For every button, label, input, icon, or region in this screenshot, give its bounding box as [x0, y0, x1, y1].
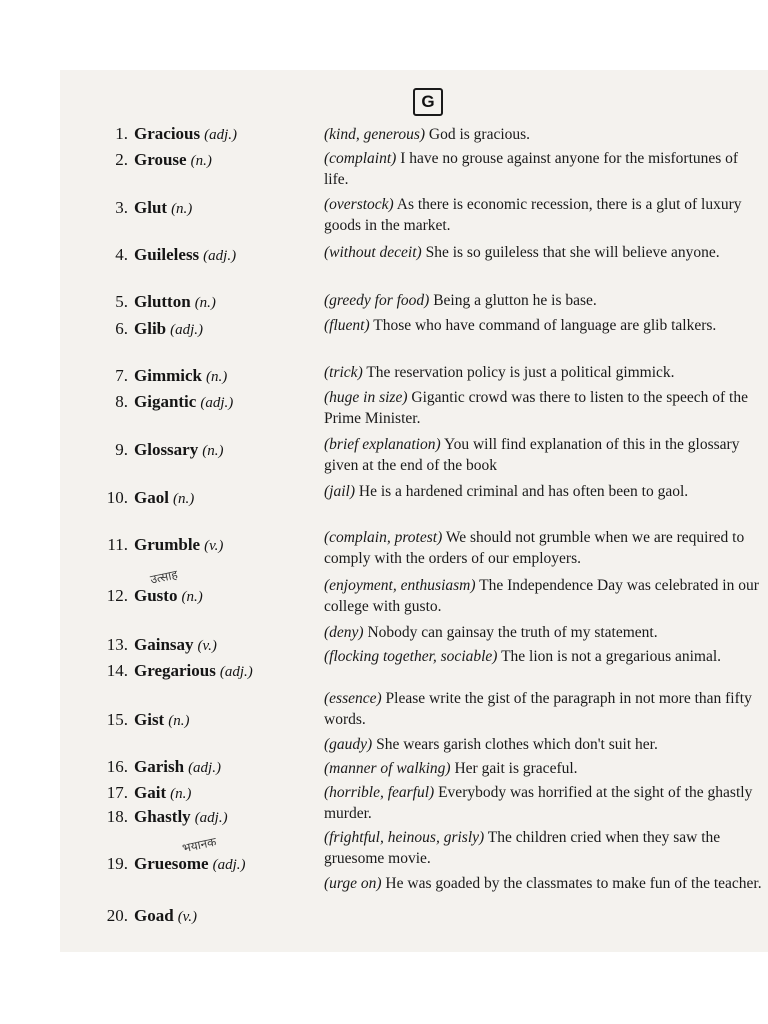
example-sentence: You will find explanation of this in the glossary given at the end of the book: [324, 436, 740, 474]
part-of-speech: (adj.): [200, 395, 234, 411]
section-letter-badge: G: [413, 88, 443, 116]
term-word: Gainsay: [134, 635, 194, 654]
definition-18: [324, 782, 762, 824]
definition-6: [324, 315, 762, 336]
meaning: (trick): [324, 364, 363, 381]
term-10: [98, 488, 194, 508]
part-of-speech: (n.): [181, 589, 203, 605]
meaning: (huge in size): [324, 389, 408, 406]
definition-1: [324, 124, 762, 145]
example-sentence: The children cried when they saw the gruesome movie.: [324, 829, 721, 867]
part-of-speech: (n.): [168, 713, 190, 729]
term-6: [98, 319, 203, 339]
term-number: 14.: [106, 661, 128, 680]
term-word: Ghastly: [134, 807, 191, 826]
definition-20: [324, 873, 762, 894]
term-20: [98, 906, 197, 926]
book-page: [60, 70, 768, 952]
part-of-speech: (adj.): [219, 664, 253, 680]
term-word: Glib: [134, 319, 167, 338]
term-number: 5.: [115, 292, 128, 311]
example-sentence: He is a hardened criminal and has often been to gaol.: [358, 483, 689, 500]
meaning: (complain, protest): [324, 529, 443, 546]
meaning: (overstock): [324, 196, 394, 213]
term-word: Gracious: [134, 124, 201, 143]
meaning: (urge on): [324, 875, 382, 892]
example-sentence: She is so guileless that she will believe anyone.: [425, 244, 720, 261]
term-number: 19.: [106, 854, 128, 873]
meaning: (gaudy): [324, 736, 373, 753]
term-19: [98, 854, 246, 874]
definition-11: [324, 527, 762, 569]
term-2: [98, 150, 212, 170]
term-13: [98, 635, 217, 655]
meaning: (fluent): [324, 317, 370, 334]
meaning: (manner of walking): [324, 760, 451, 777]
term-number: 15.: [106, 710, 128, 729]
term-14: [98, 661, 253, 681]
term-word: Gruesome: [134, 854, 209, 873]
part-of-speech: (n.): [206, 369, 228, 385]
part-of-speech: (v.): [177, 909, 197, 925]
part-of-speech: (n.): [170, 786, 192, 802]
meaning: (kind, generous): [324, 126, 426, 143]
term-word: Goad: [134, 906, 174, 925]
part-of-speech: (adj.): [188, 760, 221, 776]
part-of-speech: (n.): [202, 443, 224, 459]
meaning: (essence): [324, 690, 382, 707]
term-9: [98, 440, 223, 460]
part-of-speech: (adj.): [170, 322, 204, 338]
term-word: Gusto: [134, 586, 178, 605]
definition-13: [324, 622, 762, 643]
term-number: 4.: [115, 245, 128, 264]
definition-2: [324, 148, 762, 190]
meaning: (flocking together, sociable): [324, 648, 498, 665]
term-1: [98, 124, 237, 144]
term-17: [98, 783, 191, 803]
definition-9: [324, 434, 762, 476]
definition-16: [324, 734, 762, 755]
term-word: Grumble: [134, 535, 201, 554]
example-sentence: We should not grumble when we are required to comply with the orders of our employers.: [324, 529, 745, 567]
term-4: [98, 245, 236, 265]
example-sentence: The reservation policy is just a political gimmick.: [366, 364, 675, 381]
part-of-speech: (n.): [190, 153, 212, 169]
definition-4: [324, 242, 762, 263]
term-word: Gist: [134, 710, 165, 729]
term-number: 8.: [115, 392, 128, 411]
example-sentence: Nobody can gainsay the truth of my statement.: [367, 624, 658, 641]
definition-10: [324, 481, 762, 502]
term-word: Garish: [134, 757, 185, 776]
part-of-speech: (adj.): [204, 127, 238, 143]
term-word: Glut: [134, 198, 168, 217]
term-11: [98, 535, 223, 555]
handwritten-note: भयानक: [181, 834, 218, 856]
part-of-speech: (v.): [197, 638, 217, 654]
term-7: [98, 366, 227, 386]
term-word: Grouse: [134, 150, 187, 169]
term-3: [98, 198, 192, 218]
part-of-speech: (v.): [204, 538, 224, 554]
meaning: (deny): [324, 624, 364, 641]
example-sentence: As there is economic recession, there is a glut of luxury goods in the market.: [324, 196, 742, 234]
meaning: (enjoyment, enthusiasm): [324, 577, 476, 594]
example-sentence: Everybody was horrified at the sight of the ghastly murder.: [324, 784, 753, 822]
term-12: [98, 586, 203, 606]
definition-14: [324, 646, 762, 667]
definition-8: [324, 387, 762, 429]
part-of-speech: (n.): [172, 491, 195, 507]
term-15: [98, 710, 189, 730]
term-number: 13.: [106, 635, 128, 654]
example-sentence: God is gracious.: [428, 126, 531, 143]
term-word: Guileless: [134, 245, 200, 264]
example-sentence: Her gait is graceful.: [454, 760, 578, 777]
term-word: Gregarious: [134, 661, 216, 680]
term-number: 1.: [115, 124, 128, 143]
term-word: Gaol: [134, 488, 169, 507]
term-number: 12.: [106, 586, 128, 605]
example-sentence: He was goaded by the classmates to make fun of the teacher.: [385, 875, 762, 892]
example-sentence: Please write the gist of the paragraph in not more than fifty words.: [324, 690, 752, 728]
example-sentence: Those who have command of language are glib talkers.: [373, 317, 717, 334]
meaning: (frightful, heinous, grisly): [324, 829, 485, 846]
definition-15: [324, 688, 762, 730]
definition-17: [324, 758, 762, 779]
part-of-speech: (adj.): [194, 810, 228, 826]
meaning: (brief explanation): [324, 436, 441, 453]
example-sentence: Gigantic crowd was there to listen to the speech of the Prime Minister.: [324, 389, 748, 427]
definition-7: [324, 362, 762, 383]
definition-12: [324, 575, 762, 617]
part-of-speech: (adj.): [212, 857, 246, 873]
term-word: Glutton: [134, 292, 191, 311]
term-number: 6.: [115, 319, 128, 338]
meaning: (horrible, fearful): [324, 784, 435, 801]
term-number: 18.: [106, 807, 128, 826]
term-number: 20.: [106, 906, 128, 925]
term-16: [98, 757, 221, 777]
definition-3: [324, 194, 762, 236]
part-of-speech: (adj.): [203, 248, 237, 264]
term-number: 7.: [115, 366, 128, 385]
term-word: Gimmick: [134, 366, 202, 385]
example-sentence: The lion is not a gregarious animal.: [501, 648, 722, 665]
example-sentence: The Independence Day was celebrated in our college with gusto.: [324, 577, 759, 615]
example-sentence: Being a glutton he is base.: [433, 292, 597, 309]
definition-5: [324, 290, 762, 311]
term-word: Glossary: [134, 440, 199, 459]
handwritten-note: उत्साह: [148, 567, 179, 587]
term-word: Gigantic: [134, 392, 197, 411]
term-number: 9.: [115, 440, 128, 459]
term-number: 2.: [115, 150, 128, 169]
term-number: 16.: [106, 757, 128, 776]
term-18: [98, 807, 228, 827]
example-sentence: She wears garish clothes which don't suit her.: [376, 736, 658, 753]
term-8: [98, 392, 233, 412]
term-word: Gait: [134, 783, 167, 802]
term-number: 11.: [107, 535, 128, 554]
example-sentence: I have no grouse against anyone for the misfortunes of life.: [324, 150, 739, 188]
meaning: (complaint): [324, 150, 397, 167]
meaning: (jail): [324, 483, 355, 500]
term-number: 3.: [115, 198, 128, 217]
part-of-speech: (n.): [194, 295, 216, 311]
term-5: [98, 292, 216, 312]
term-number: 10.: [106, 488, 128, 507]
meaning: (greedy for food): [324, 292, 430, 309]
part-of-speech: (n.): [171, 201, 193, 217]
term-number: 17.: [106, 783, 128, 802]
definition-19: [324, 827, 762, 869]
meaning: (without deceit): [324, 244, 422, 261]
